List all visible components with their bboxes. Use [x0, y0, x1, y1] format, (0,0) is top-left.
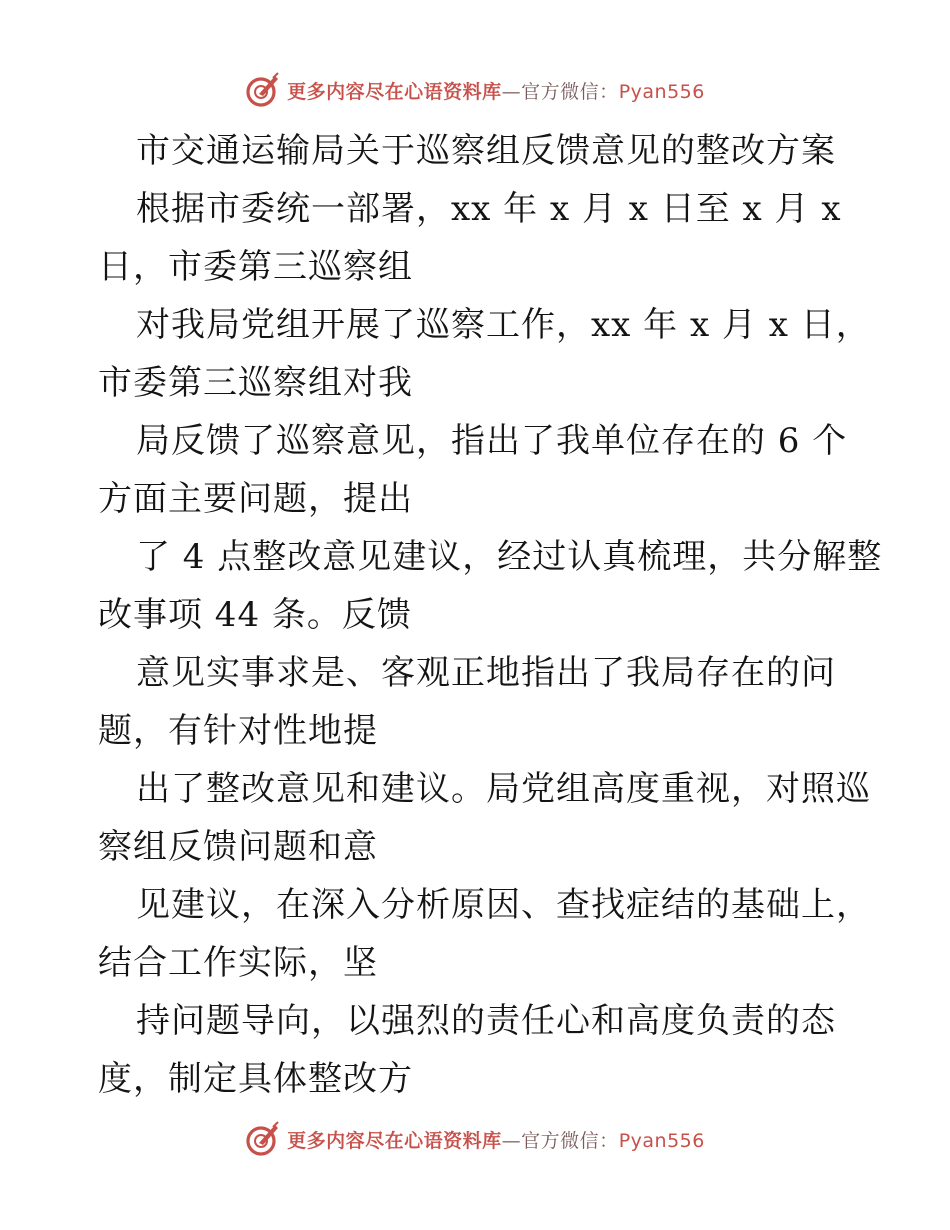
- document-line: 方面主要问题，提出: [98, 479, 413, 519]
- document-body: [98, 122, 883, 1108]
- document-line: 持问题导向，以强烈的责任心和高度负责的态: [136, 1001, 836, 1041]
- header-banner-wechat-label: 官方微信：: [521, 80, 619, 103]
- document-line: 意见实事求是、客观正地指出了我局存在的问: [136, 653, 836, 693]
- footer-banner-content: [245, 1121, 705, 1157]
- footer-banner-wechat-id: Pyan556: [618, 1129, 705, 1152]
- header-banner: [0, 70, 950, 110]
- document-line: 题，有针对性地提: [98, 711, 378, 751]
- document-title: 市交通运输局关于巡察组反馈意见的整改方案: [136, 131, 836, 171]
- document-line: 改事项 44 条。反馈: [98, 595, 412, 635]
- footer-banner-title: 更多内容尽在心语资料库: [287, 1129, 502, 1152]
- document-line: 局反馈了巡察意见，指出了我单位存在的 6 个: [136, 421, 848, 461]
- document-line: 市委第三巡察组对我: [98, 363, 413, 403]
- document-line: 察组反馈问题和意: [98, 827, 378, 867]
- document-line: 见建议，在深入分析原因、查找症结的基础上，: [136, 885, 871, 925]
- document-line: 对我局党组开展了巡察工作，xx 年 x 月 x 日，: [136, 305, 871, 345]
- footer-banner: [0, 1119, 950, 1159]
- footer-banner-wechat-label: 官方微信：: [521, 1129, 619, 1152]
- footer-banner-text: [287, 1126, 705, 1153]
- header-banner-content: [245, 72, 705, 108]
- document-line: 了 4 点整改意见建议，经过认真梳理，共分解整: [136, 537, 883, 577]
- document-line: 日，市委第三巡察组: [98, 247, 413, 287]
- footer-banner-dash: —: [501, 1129, 522, 1152]
- quill-logo-icon: [245, 72, 281, 108]
- document-line: 根据市委统一部署，xx 年 x 月 x 日至 x 月 x: [136, 189, 842, 229]
- document-line: 出了整改意见和建议。局党组高度重视，对照巡: [136, 769, 871, 809]
- header-banner-title: 更多内容尽在心语资料库: [287, 80, 502, 103]
- quill-logo-icon: [245, 1121, 281, 1157]
- header-banner-dash: —: [501, 80, 522, 103]
- header-banner-wechat-id: Pyan556: [618, 80, 705, 103]
- document-line: 度，制定具体整改方: [98, 1059, 413, 1099]
- document-line: 结合工作实际，坚: [98, 943, 378, 983]
- header-banner-text: [287, 77, 705, 104]
